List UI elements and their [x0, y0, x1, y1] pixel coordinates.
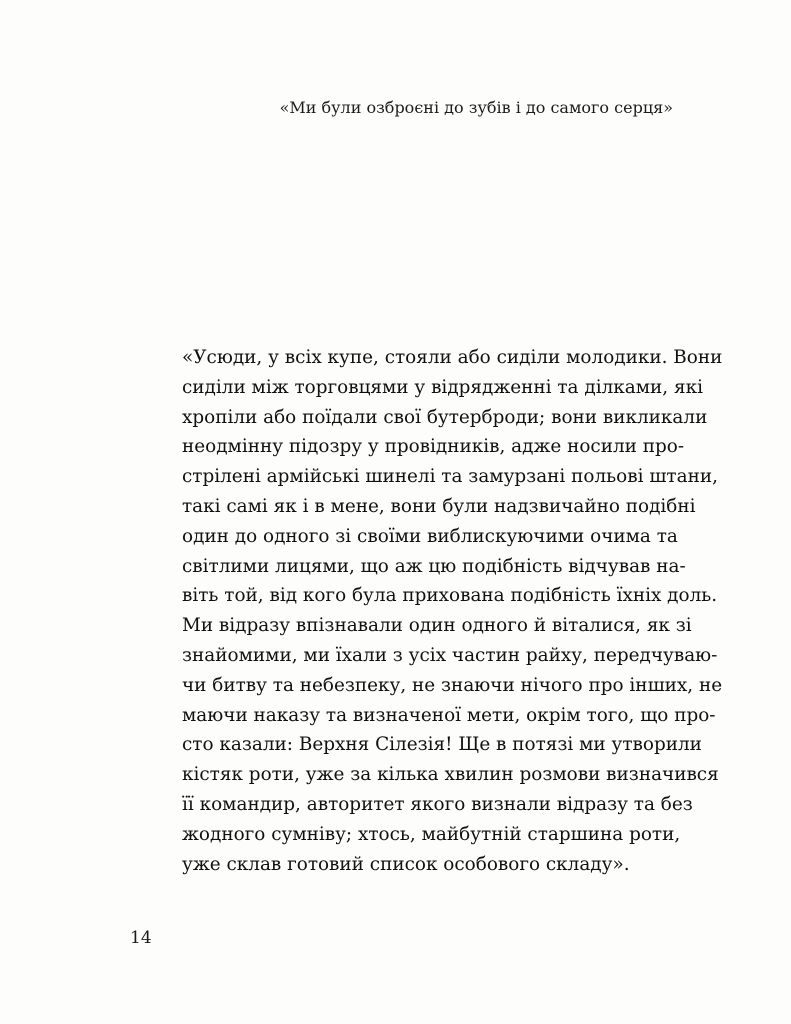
page-number: 14 [130, 928, 152, 948]
text-line: її командир, авторитет якого визнали відразу та без [182, 793, 693, 815]
text-line: хропіли або поїдали свої бутерброди; вони викликали [182, 406, 708, 428]
text-line: віть той, від кого була прихована подібність їхніх доль. [182, 585, 718, 607]
text-line: чи битву та небезпеку, не знаючи нічого про інших, не [182, 674, 723, 696]
text-line: кістяк роти, уже за кілька хвилин розмови визначився [182, 764, 719, 786]
text-line: Ми відразу впізнавали один одного й віталися, як зі [182, 615, 692, 637]
text-line: уже склав готовий список особового складу». [182, 853, 630, 875]
text-line: один до одного зі своїми виблискуючими очима та [182, 525, 678, 547]
text-line: маючи наказу та визначеної мети, окрім того, що про- [182, 704, 716, 726]
text-line: неодмінну підозру у провідників, адже носили про- [182, 436, 685, 458]
text-line: стрілені армійські шинелі та замурзані польові штани, [182, 466, 718, 488]
quoted-paragraph [182, 343, 723, 879]
text-line: сиділи між торговцями у відрядженні та ділками, які [182, 376, 703, 398]
text-line: «Усюди, у всіх купе, стояли або сиділи молодики. Вони [182, 347, 723, 368]
text-line: такі самі як і в мене, вони були надзвичайно подібні [182, 495, 696, 517]
text-line: світлими лицями, що аж цю подібність відчував на- [182, 555, 686, 577]
text-line: знайомими, ми їхали з усіх частин райху, передчуваю- [182, 644, 718, 666]
text-line: сто казали: Верхня Сілезія! Ще в потязі ми утворили [182, 734, 702, 756]
running-header: «Ми були озброєні до зубів і до самого серця» [279, 98, 673, 117]
text-line: жодного сумніву; хтось, майбутній старшина роти, [182, 823, 681, 845]
